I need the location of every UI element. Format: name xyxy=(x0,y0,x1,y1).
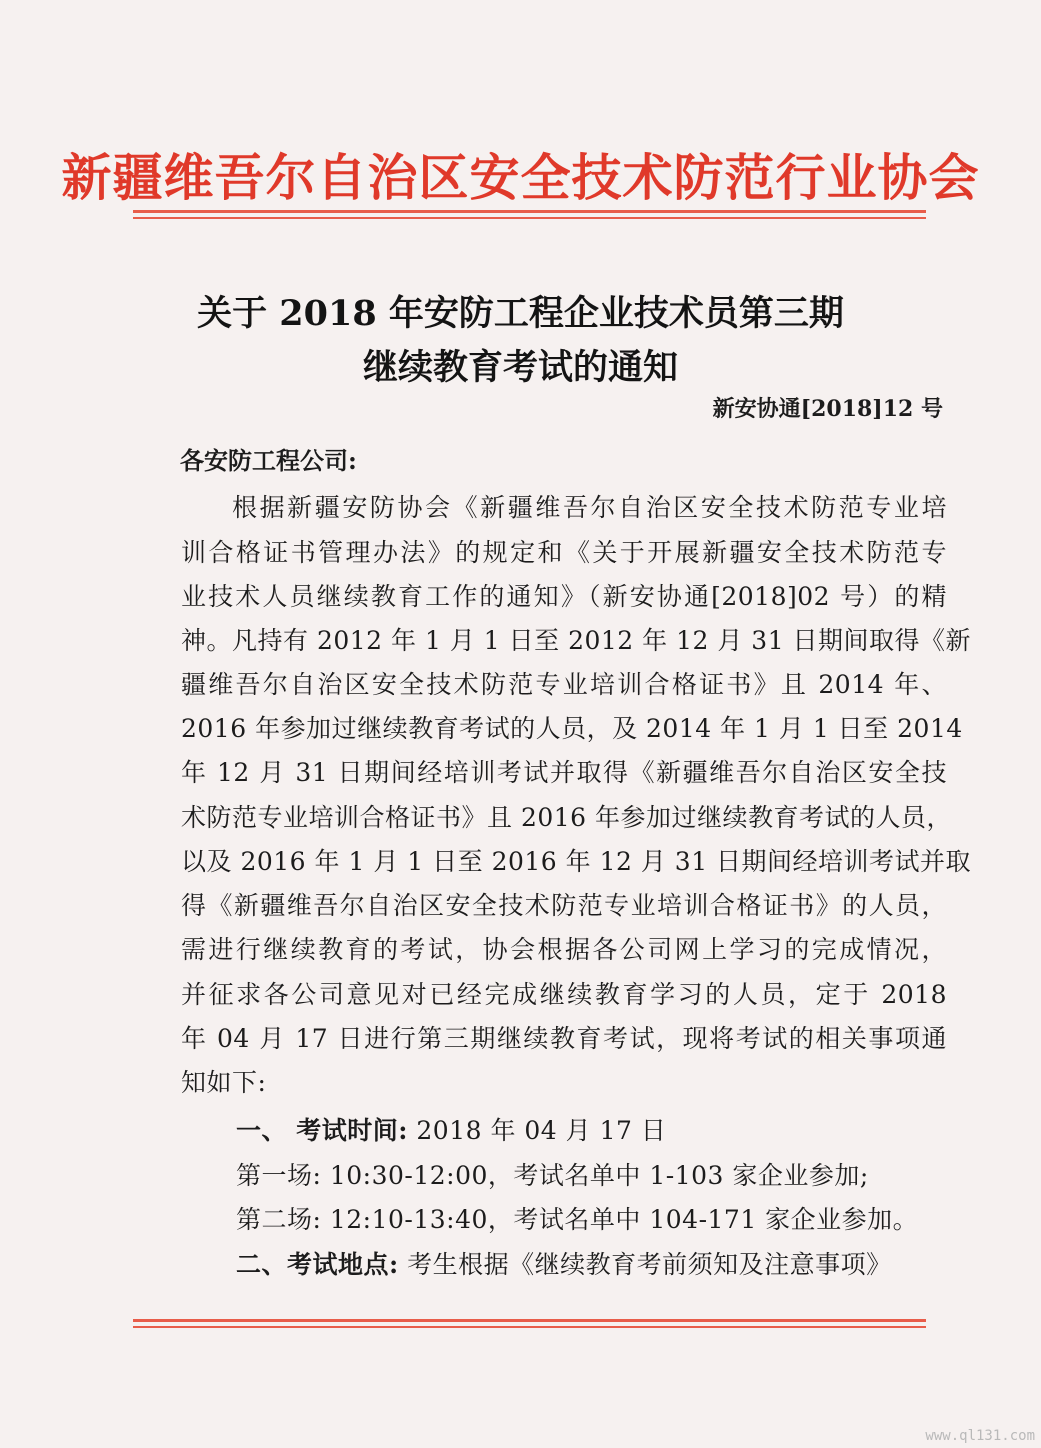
session-1-line: 第一场: 10:30-12:00，考试名单中 1-103 家企业参加; xyxy=(236,1161,869,1190)
body-line: 根据新疆安防协会《新疆维吾尔自治区安全技术防范专业培 xyxy=(232,493,947,522)
header-rule-top xyxy=(133,210,926,213)
exam-place-label: 二、考试地点: xyxy=(236,1250,399,1279)
body-line: 知如下: xyxy=(181,1068,267,1097)
body-line: 训合格证书管理办法》的规定和《关于开展新疆安全技术防范专 xyxy=(181,538,947,567)
watermark-text: www.ql131.com xyxy=(925,1428,1035,1444)
footer-rule-top xyxy=(133,1319,926,1322)
exam-time-value: 2018 年 04 月 17 日 xyxy=(407,1116,667,1145)
organization-header: 新疆维吾尔自治区安全技术防范行业协会 xyxy=(61,149,980,207)
footer-rule-bottom xyxy=(133,1326,926,1328)
body-line: 年 04 月 17 日进行第三期继续教育考试，现将考试的相关事项通 xyxy=(181,1024,947,1053)
body-line: 以及 2016 年 1 月 1 日至 2016 年 12 月 31 日期间经培训考试并取 xyxy=(181,847,972,876)
body-line: 并征求各公司意见对已经完成继续教育学习的人员，定于 2018 xyxy=(181,980,947,1009)
exam-time-item xyxy=(236,1111,666,1147)
body-line: 得《新疆维吾尔自治区安全技术防范专业培训合格证书》的人员， xyxy=(181,891,947,920)
body-line: 2016 年参加过继续教育考试的人员，及 2014 年 1 月 1 日至 2014 xyxy=(181,714,963,743)
body-line: 术防范专业培训合格证书》且 2016 年参加过继续教育考试的人员， xyxy=(181,803,953,832)
exam-time-label: 一、 考试时间: xyxy=(236,1116,408,1145)
body-line: 神。凡持有 2012 年 1 月 1 日至 2012 年 12 月 31 日期间取得《新 xyxy=(181,626,972,655)
salutation: 各安防工程公司: xyxy=(180,446,357,475)
exam-place-item xyxy=(236,1245,892,1281)
body-line: 年 12 月 31 日期间经培训考试并取得《新疆维吾尔自治区安全技 xyxy=(181,758,947,787)
body-line: 需进行继续教育的考试，协会根据各公司网上学习的完成情况， xyxy=(181,935,947,964)
document-number: 新安协通[2018]12 号 xyxy=(712,396,943,422)
notice-title-line-2: 继续教育考试的通知 xyxy=(362,347,678,388)
exam-place-value: 考生根据《继续教育考前须知及注意事项》 xyxy=(398,1250,892,1279)
body-line: 疆维吾尔自治区安全技术防范专业培训合格证书》且 2014 年、 xyxy=(181,670,947,699)
session-2-line: 第二场: 12:10-13:40，考试名单中 104-171 家企业参加。 xyxy=(236,1205,919,1234)
header-rule-bottom xyxy=(133,217,926,219)
body-line: 业技术人员继续教育工作的通知》（新安协通[2018]02 号）的精 xyxy=(181,582,947,611)
notice-title-line-1: 关于 2018 年安防工程企业技术员第三期 xyxy=(197,293,844,334)
